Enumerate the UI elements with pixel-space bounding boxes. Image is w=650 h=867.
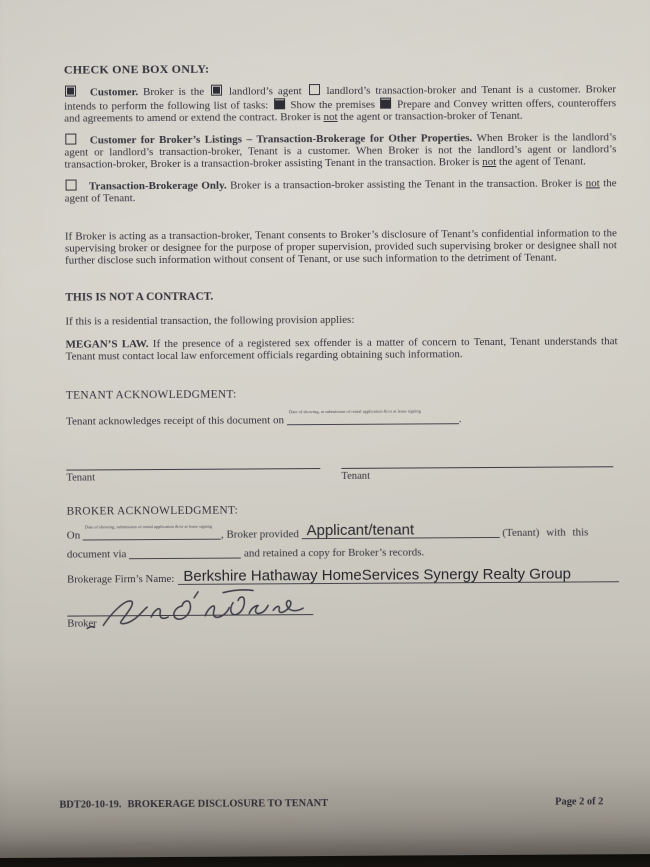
brokerage-firm-line bbox=[178, 567, 619, 585]
broker-signature-block bbox=[67, 614, 313, 631]
option-customer-title: Customer. bbox=[89, 86, 139, 99]
transaction-brokerage-only-checkbox bbox=[66, 179, 77, 190]
broker-on-text: On bbox=[66, 529, 81, 542]
broker-provided-line-2 bbox=[67, 544, 619, 561]
option-transaction-brokerage-only bbox=[65, 176, 617, 205]
broker-ack-date-hint: Date of showing, submission of rental application &/or at lease signing bbox=[84, 523, 213, 530]
broker-signature bbox=[81, 588, 311, 635]
tenant-receipt-text: Tenant acknowledges receipt of this document on bbox=[65, 414, 284, 428]
tenant-signature-block-2 bbox=[341, 467, 613, 484]
brokerage-firm-value: Berkshire Hathaway HomeServices Synergy Realty Group bbox=[183, 565, 572, 585]
megans-law-text: If the presence of a registered sex offender is a matter of concern to Tenant, Tenant understands that Tenant must contact local law enforcement officials regarding obtaining such information. bbox=[65, 334, 618, 363]
option-customer-for-listings bbox=[64, 130, 616, 172]
form-heading: CHECK ONE BOX ONLY: bbox=[63, 61, 210, 77]
option-transaction-brokerage-only-title: Transaction-Brokerage Only. bbox=[88, 179, 227, 193]
broker-provided-line-1 bbox=[66, 521, 619, 542]
broker-tenant-with-text: (Tenant) with this bbox=[502, 526, 589, 540]
option-customer-text-4: Show the premises bbox=[290, 98, 376, 112]
tenant-receipt-line bbox=[65, 408, 618, 428]
tenant-signature-label-1: Tenant bbox=[66, 472, 96, 484]
transaction-broker-consent-paragraph: If Broker is acting as a transaction-broker, Tenant consents to Broker’s disclosure of Tenant’s confidential information to the supervising broker or designee for the purpose of proper supervision, provided such supervising broker or designee shall not further disclose such information without consent of Tenant, or use such information to the detriment of Tenant. bbox=[64, 226, 617, 268]
option-customer-for-listings-text-2: the agent of Tenant. bbox=[498, 155, 587, 169]
tenant-signature-block-1 bbox=[66, 468, 320, 485]
option-customer-for-listings-not: not bbox=[482, 156, 497, 169]
option-customer-for-listings-title: Customer for Broker’s Listings – Transaction-Brokerage for Other Properties. bbox=[89, 131, 473, 147]
tenant-ack-date-line bbox=[287, 408, 459, 425]
broker-acknowledgment-heading: BROKER ACKNOWLEDGMENT: bbox=[66, 504, 239, 518]
megans-law-title: MEGAN’S LAW. bbox=[65, 337, 149, 351]
residential-provision-text: If this is a residential transaction, the following provision applies: bbox=[65, 314, 355, 328]
prepare-convey-checkbox bbox=[380, 97, 391, 108]
tenant-signature-line-1 bbox=[66, 468, 320, 471]
footer-page-number: Page 2 of 2 bbox=[555, 796, 604, 808]
option-transaction-brokerage-only-not: not bbox=[585, 177, 600, 190]
page-footer bbox=[59, 796, 603, 810]
option-customer-text-2: landlord’s agent bbox=[228, 85, 302, 99]
brokerage-firm-label: Brokerage Firm’s Name: bbox=[66, 572, 175, 586]
option-transaction-brokerage-only-text-1: Broker is a transaction-broker assisting the Tenant in the transaction. Broker is bbox=[230, 177, 583, 192]
tenant-receipt-period: . bbox=[458, 413, 462, 426]
retained-copy-text: and retained a copy for Broker’s records. bbox=[243, 545, 425, 560]
customer-checkbox bbox=[65, 86, 76, 97]
brokerage-firm-row bbox=[67, 567, 619, 585]
show-premises-checkbox bbox=[274, 98, 285, 109]
broker-ack-date-line bbox=[83, 523, 221, 541]
landlords-transaction-broker-checkbox bbox=[309, 84, 320, 95]
option-customer-text-3: landlord’s transaction-broker and Tenant is a customer. Broker intends to perform the following list of tasks: bbox=[64, 83, 617, 113]
option-customer-not: not bbox=[323, 111, 338, 124]
tenant-signature-label-2: Tenant bbox=[341, 471, 371, 483]
footer-form-title: BROKERAGE DISCLOSURE TO TENANT bbox=[127, 798, 329, 811]
footer-form-id bbox=[59, 798, 334, 811]
option-customer-text-1: Broker is the bbox=[142, 86, 205, 99]
broker-provided-text: , Broker provided bbox=[220, 528, 299, 541]
broker-provided-value-line bbox=[302, 521, 500, 539]
landlords-agent-checkbox bbox=[211, 85, 222, 96]
option-customer-text-5: Prepare and Convey written offers, counteroffers and agreements to amend or extend the contract. Broker is bbox=[64, 97, 617, 125]
document-via-line bbox=[129, 546, 241, 559]
option-customer-text-6: the agent or transaction-broker of Tenant. bbox=[340, 110, 523, 124]
tenant-signature-row bbox=[66, 467, 618, 486]
broker-signature-label: Broker bbox=[67, 618, 97, 630]
option-transaction-brokerage-only-text-2: the agent of Tenant. bbox=[64, 177, 617, 205]
footer-form-code: BDT20-10-19. bbox=[59, 799, 122, 811]
not-a-contract-heading: THIS IS NOT A CONTRACT. bbox=[65, 290, 214, 304]
option-customer bbox=[64, 83, 616, 126]
megans-law-paragraph bbox=[66, 335, 618, 363]
tenant-acknowledgment-heading: TENANT ACKNOWLEDGMENT: bbox=[65, 388, 237, 402]
tenant-ack-date-hint: Date of showing, at submission of rental application &/or at lease signing bbox=[288, 408, 421, 415]
document-via-text: document via bbox=[66, 547, 127, 561]
customer-for-listings-checkbox bbox=[65, 133, 76, 144]
form-body bbox=[64, 60, 619, 631]
broker-provided-value: Applicant/tenant bbox=[306, 521, 415, 539]
option-customer-for-listings-text-1: When Broker is the landlord’s agent or landlord’s transaction-broker, Tenant is a customer. When Broker is not the landlord’s agent or landlord’s transaction-broker, Broker is a transaction-broker assisting Tenant in the transaction. Broker is bbox=[64, 130, 617, 172]
